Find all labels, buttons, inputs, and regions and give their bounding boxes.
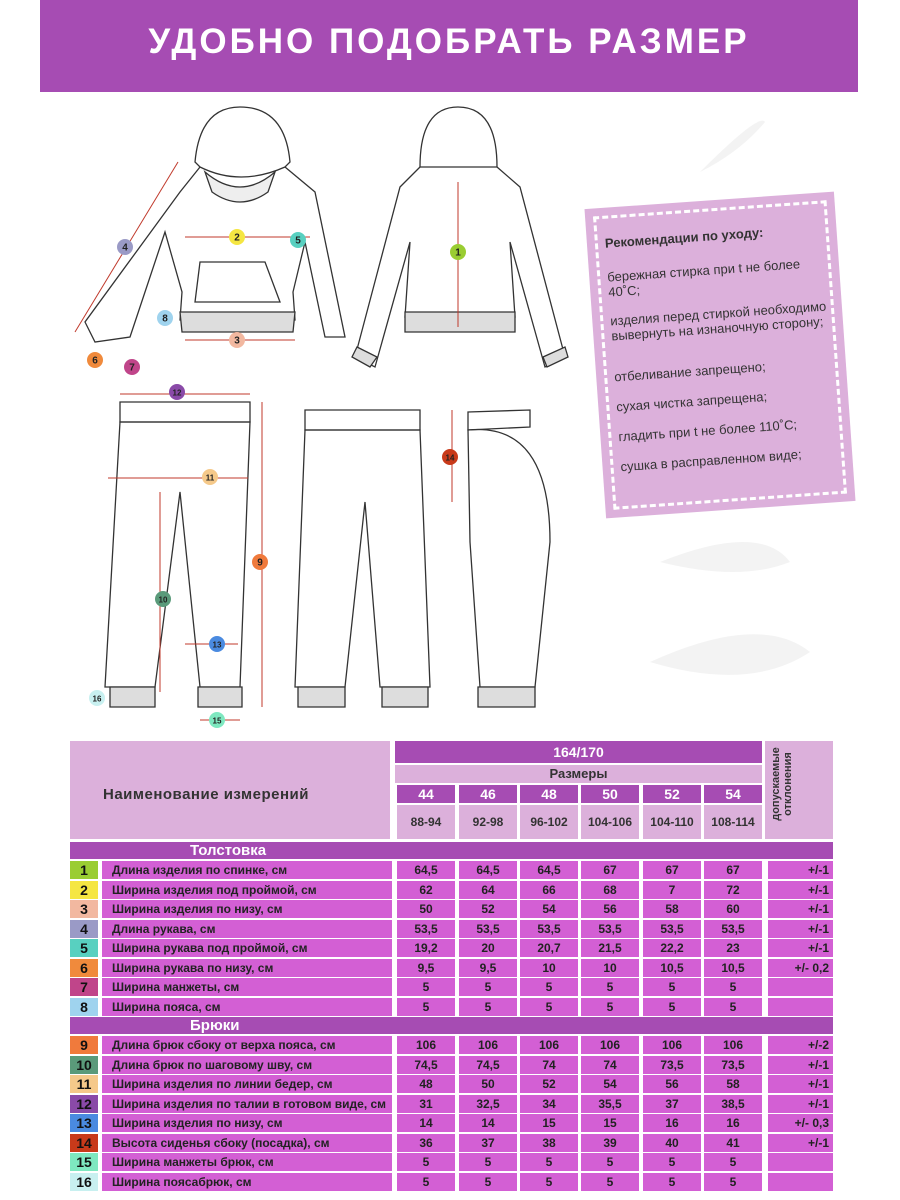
marker-label: 1 — [455, 247, 461, 259]
table-row — [70, 1075, 833, 1093]
size-cell: 52 — [643, 785, 701, 803]
marker-label: 13 — [212, 640, 222, 650]
table-row — [70, 920, 833, 938]
row-value: 9,5 — [459, 959, 517, 977]
row-value: 37 — [643, 1095, 701, 1113]
row-tolerance: +/-1 — [768, 861, 833, 879]
row-value: 19,2 — [397, 939, 455, 957]
row-value: 74 — [520, 1056, 578, 1074]
tolerance-header-cell — [765, 741, 833, 839]
row-value: 15 — [581, 1114, 639, 1132]
row-tolerance: +/-1 — [768, 1095, 833, 1113]
section-title: Толстовка — [190, 842, 267, 859]
marker-label: 8 — [162, 313, 168, 325]
row-value: 106 — [581, 1036, 639, 1054]
row-value: 21,5 — [581, 939, 639, 957]
care-item: бережная стирка при t не более 40˚С; — [606, 256, 801, 300]
care-title: Рекомендации по уходу: — [604, 224, 764, 251]
row-value: 41 — [704, 1134, 762, 1152]
table-row — [70, 1056, 833, 1074]
row-value: 106 — [459, 1036, 517, 1054]
row-value: 64,5 — [397, 861, 455, 879]
row-tolerance: +/-1 — [768, 900, 833, 918]
row-label: Ширина изделия по низу, см — [102, 900, 392, 918]
row-number: 6 — [70, 959, 98, 977]
row-value: 5 — [581, 1153, 639, 1171]
row-value: 39 — [581, 1134, 639, 1152]
row-value: 5 — [704, 1153, 762, 1171]
row-value: 14 — [459, 1114, 517, 1132]
marker-label: 6 — [92, 355, 98, 367]
row-value: 68 — [581, 881, 639, 899]
row-value: 5 — [397, 1173, 455, 1191]
range-cell: 104-106 — [581, 805, 639, 839]
section-header — [70, 1017, 833, 1034]
row-number: 8 — [70, 998, 98, 1016]
care-item: сухая чистка запрещена; — [615, 388, 768, 415]
row-label: Ширина изделия по линии бедер, см — [102, 1075, 392, 1093]
row-value: 22,2 — [643, 939, 701, 957]
table-row — [70, 1173, 833, 1191]
row-value: 31 — [397, 1095, 455, 1113]
row-value: 54 — [581, 1075, 639, 1093]
table-row — [70, 978, 833, 996]
care-card — [584, 192, 855, 519]
row-label: Длина брюк сбоку от верха пояса, см — [102, 1036, 392, 1054]
row-value: 5 — [520, 1153, 578, 1171]
table-row — [70, 939, 833, 957]
row-value: 106 — [643, 1036, 701, 1054]
row-label: Длина брюк по шаговому шву, см — [102, 1056, 392, 1074]
row-tolerance: +/-1 — [768, 1075, 833, 1093]
row-number: 14 — [70, 1134, 98, 1152]
row-value: 5 — [704, 978, 762, 996]
row-label: Ширина манжеты, см — [102, 978, 392, 996]
table-row — [70, 1134, 833, 1152]
size-cell: 50 — [581, 785, 639, 803]
row-label: Ширина пояса, см — [102, 998, 392, 1016]
row-number: 10 — [70, 1056, 98, 1074]
row-value: 74,5 — [459, 1056, 517, 1074]
row-value: 14 — [397, 1114, 455, 1132]
row-value: 5 — [459, 998, 517, 1016]
table-row — [70, 1095, 833, 1113]
row-number: 9 — [70, 1036, 98, 1054]
row-value: 73,5 — [643, 1056, 701, 1074]
row-value: 53,5 — [704, 920, 762, 938]
row-value: 35,5 — [581, 1095, 639, 1113]
row-value: 53,5 — [397, 920, 455, 938]
range-cell: 104-110 — [643, 805, 701, 839]
row-value: 10,5 — [643, 959, 701, 977]
row-value: 56 — [581, 900, 639, 918]
row-value: 5 — [704, 998, 762, 1016]
row-label: Ширина изделия по низу, см — [102, 1114, 392, 1132]
row-number: 2 — [70, 881, 98, 899]
row-value: 48 — [397, 1075, 455, 1093]
table-row — [70, 998, 833, 1016]
size-cell: 46 — [459, 785, 517, 803]
table-row — [70, 1114, 833, 1132]
hoodie-back — [352, 107, 568, 367]
row-tolerance: +/-1 — [768, 939, 833, 957]
row-value: 58 — [643, 900, 701, 918]
row-value: 9,5 — [397, 959, 455, 977]
marker-label: 2 — [234, 232, 240, 244]
row-tolerance: +/-1 — [768, 1056, 833, 1074]
row-value: 34 — [520, 1095, 578, 1113]
row-value: 40 — [643, 1134, 701, 1152]
row-tolerance — [768, 1153, 833, 1171]
table-row — [70, 900, 833, 918]
row-value: 58 — [704, 1075, 762, 1093]
marker-label: 5 — [295, 235, 301, 247]
row-tolerance: +/-1 — [768, 1134, 833, 1152]
marker-label: 11 — [205, 473, 215, 483]
section-title: Брюки — [190, 1017, 240, 1034]
name-header: Наименование измерений — [103, 786, 309, 803]
row-value: 38,5 — [704, 1095, 762, 1113]
care-item: изделия перед стиркой необходимо вывернуть на изнаночную сторону; — [609, 298, 827, 344]
row-label: Ширина рукава под проймой, см — [102, 939, 392, 957]
row-value: 67 — [643, 861, 701, 879]
row-value: 10 — [581, 959, 639, 977]
row-value: 10,5 — [704, 959, 762, 977]
table-row — [70, 1036, 833, 1054]
row-value: 106 — [520, 1036, 578, 1054]
row-number: 12 — [70, 1095, 98, 1113]
row-value: 73,5 — [704, 1056, 762, 1074]
row-value: 52 — [520, 1075, 578, 1093]
row-value: 64 — [459, 881, 517, 899]
row-value: 53,5 — [520, 920, 578, 938]
row-label: Ширина рукава по низу, см — [102, 959, 392, 977]
row-number: 15 — [70, 1153, 98, 1171]
section-header — [70, 842, 833, 859]
name-header-cell — [70, 741, 390, 839]
table-row — [70, 959, 833, 977]
row-tolerance — [768, 978, 833, 996]
page-title: УДОБНО ПОДОБРАТЬ РАЗМЕР — [148, 22, 750, 61]
row-value: 5 — [397, 1153, 455, 1171]
title-banner — [40, 0, 858, 92]
row-value: 53,5 — [459, 920, 517, 938]
marker-label: 12 — [172, 388, 182, 398]
marker-label: 4 — [122, 242, 128, 254]
sizes-header: Размеры — [395, 765, 762, 783]
range-cell: 92-98 — [459, 805, 517, 839]
row-value: 10 — [520, 959, 578, 977]
row-tolerance: +/- 0,2 — [768, 959, 833, 977]
row-value: 5 — [397, 998, 455, 1016]
row-tolerance: +/-1 — [768, 920, 833, 938]
table-header — [67, 738, 835, 840]
row-value: 37 — [459, 1134, 517, 1152]
table-row — [70, 1153, 833, 1171]
marker-label: 15 — [212, 716, 222, 726]
row-value: 50 — [397, 900, 455, 918]
row-value: 5 — [581, 998, 639, 1016]
row-label: Ширина манжеты брюк, см — [102, 1153, 392, 1171]
row-value: 5 — [643, 978, 701, 996]
row-value: 67 — [581, 861, 639, 879]
size-cell: 48 — [520, 785, 578, 803]
row-value: 20,7 — [520, 939, 578, 957]
row-tolerance — [768, 1173, 833, 1191]
row-value: 60 — [704, 900, 762, 918]
row-tolerance: +/-2 — [768, 1036, 833, 1054]
pants-back — [295, 410, 430, 707]
row-tolerance: +/- 0,3 — [768, 1114, 833, 1132]
care-item: гладить при t не более 110˚С; — [617, 416, 798, 445]
care-item: отбеливание запрещено; — [613, 358, 767, 385]
row-value: 53,5 — [581, 920, 639, 938]
row-value: 5 — [459, 978, 517, 996]
row-value: 50 — [459, 1075, 517, 1093]
row-value: 5 — [643, 1153, 701, 1171]
row-value: 5 — [520, 978, 578, 996]
row-label: Высота сиденья сбоку (посадка), см — [102, 1134, 392, 1152]
row-value: 16 — [643, 1114, 701, 1132]
row-value: 74 — [581, 1056, 639, 1074]
row-value: 5 — [643, 998, 701, 1016]
table-row — [70, 881, 833, 899]
row-number: 5 — [70, 939, 98, 957]
range-cell: 108-114 — [704, 805, 762, 839]
row-value: 36 — [397, 1134, 455, 1152]
hoodie-front — [85, 107, 345, 342]
row-value: 64,5 — [459, 861, 517, 879]
marker-label: 10 — [158, 595, 168, 605]
row-value: 5 — [459, 1153, 517, 1171]
marker-label: 7 — [129, 362, 135, 374]
row-number: 3 — [70, 900, 98, 918]
row-value: 106 — [704, 1036, 762, 1054]
row-number: 1 — [70, 861, 98, 879]
marker-label: 3 — [234, 335, 240, 347]
row-value: 38 — [520, 1134, 578, 1152]
size-cell: 54 — [704, 785, 762, 803]
row-value: 32,5 — [459, 1095, 517, 1113]
row-value: 5 — [581, 1173, 639, 1191]
row-value: 62 — [397, 881, 455, 899]
row-number: 13 — [70, 1114, 98, 1132]
row-value: 5 — [581, 978, 639, 996]
row-value: 52 — [459, 900, 517, 918]
row-value: 5 — [704, 1173, 762, 1191]
size-cell: 44 — [397, 785, 455, 803]
row-value: 7 — [643, 881, 701, 899]
row-value: 67 — [704, 861, 762, 879]
marker-label: 16 — [92, 694, 102, 704]
row-label: Длина рукава, см — [102, 920, 392, 938]
tolerance-header: допускаемые отклонения — [770, 747, 794, 821]
row-label: Ширина поясабрюк, см — [102, 1173, 392, 1191]
row-label: Ширина изделия по талии в готовом виде, см — [102, 1095, 392, 1113]
row-tolerance: +/-1 — [768, 881, 833, 899]
row-tolerance — [768, 998, 833, 1016]
row-value: 5 — [459, 1173, 517, 1191]
row-value: 64,5 — [520, 861, 578, 879]
range-cell: 88-94 — [397, 805, 455, 839]
row-value: 5 — [643, 1173, 701, 1191]
height-header: 164/170 — [395, 741, 762, 763]
marker-label: 14 — [445, 453, 455, 463]
row-value: 74,5 — [397, 1056, 455, 1074]
row-value: 53,5 — [643, 920, 701, 938]
row-value: 16 — [704, 1114, 762, 1132]
row-label: Ширина изделия под проймой, см — [102, 881, 392, 899]
row-value: 72 — [704, 881, 762, 899]
table-row — [70, 861, 833, 879]
row-label: Длина изделия по спинке, см — [102, 861, 392, 879]
row-value: 56 — [643, 1075, 701, 1093]
row-number: 7 — [70, 978, 98, 996]
range-cell: 96-102 — [520, 805, 578, 839]
row-value: 5 — [397, 978, 455, 996]
row-number: 4 — [70, 920, 98, 938]
row-number: 11 — [70, 1075, 98, 1093]
row-value: 23 — [704, 939, 762, 957]
row-value: 15 — [520, 1114, 578, 1132]
row-value: 20 — [459, 939, 517, 957]
care-item: сушка в расправленном виде; — [620, 446, 803, 475]
pants-side — [468, 410, 550, 707]
row-value: 54 — [520, 900, 578, 918]
row-value: 5 — [520, 1173, 578, 1191]
row-value: 66 — [520, 881, 578, 899]
row-number: 16 — [70, 1173, 98, 1191]
marker-label: 9 — [257, 557, 263, 569]
row-value: 5 — [520, 998, 578, 1016]
pants-front — [105, 402, 250, 707]
row-value: 106 — [397, 1036, 455, 1054]
